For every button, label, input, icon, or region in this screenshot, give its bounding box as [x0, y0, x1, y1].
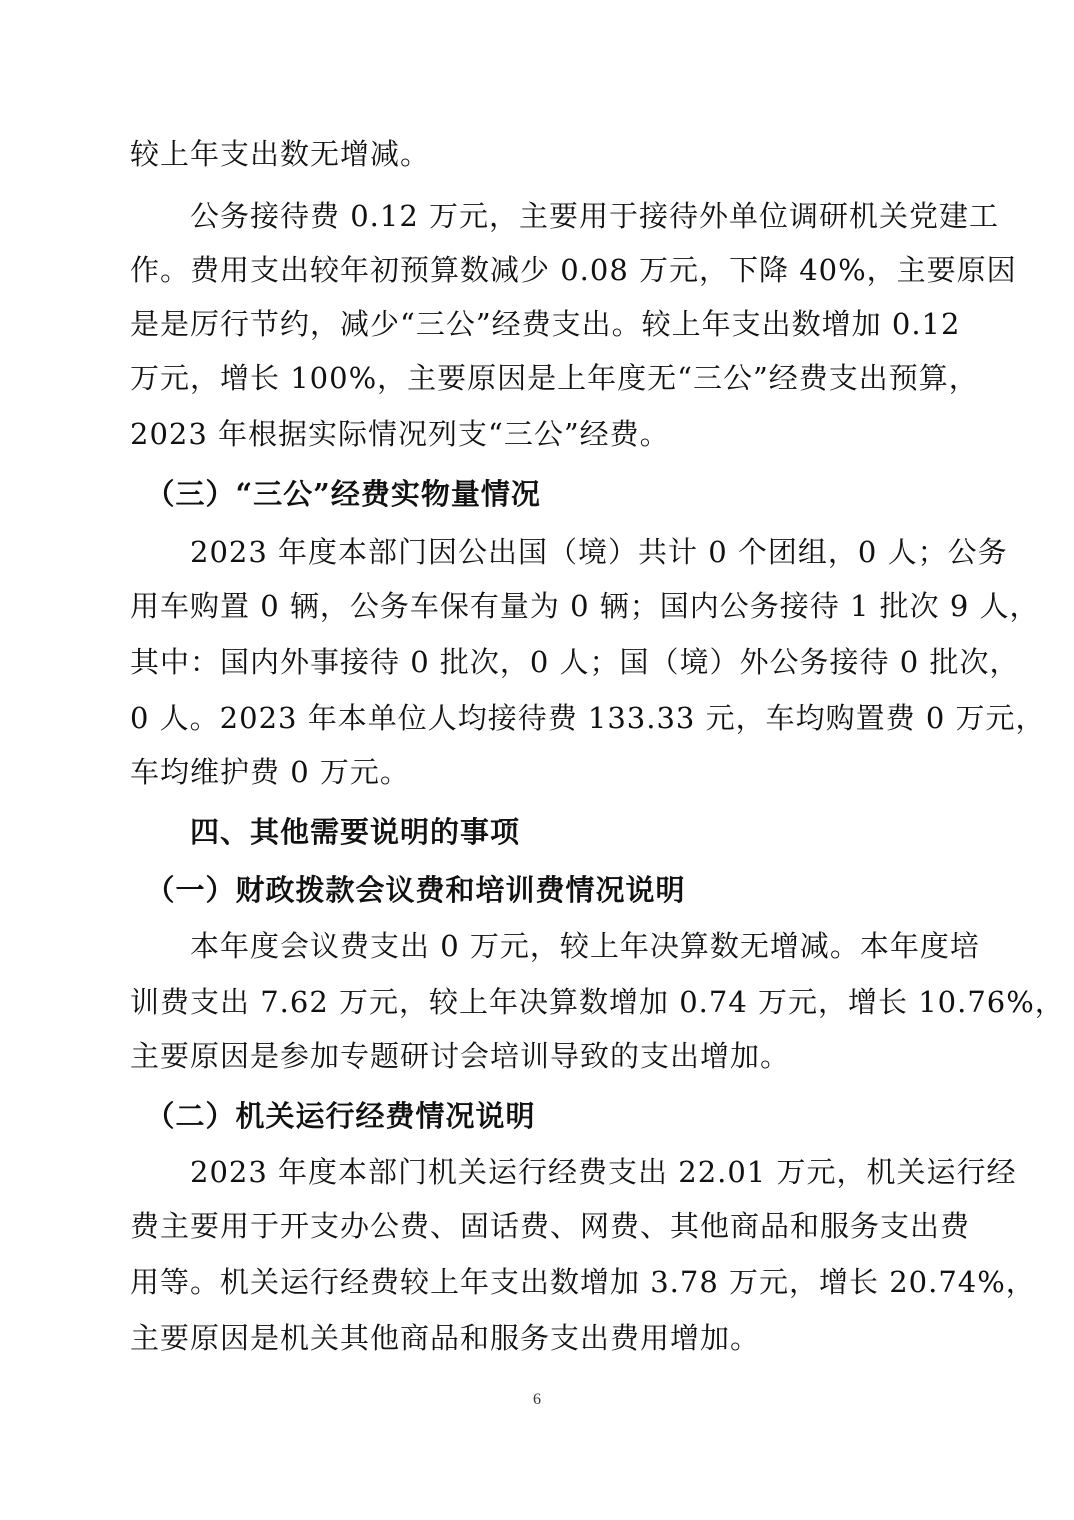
section-heading: 四、其他需要说明的事项 [130, 815, 521, 849]
paragraph-line: 公务接待费 0.12 万元，主要用于接待外单位调研机关党建工 [130, 199, 1000, 233]
section-heading: （二）机关运行经费情况说明 [130, 1099, 536, 1133]
paragraph-line: 2023 年度本部门机关运行经费支出 22.01 万元，机关运行经 [130, 1155, 1017, 1189]
paragraph-line: 训费支出 7.62 万元，较上年决算数增加 0.74 万元，增长 10.76%， [130, 985, 1065, 1019]
paragraph-line: 车均维护费 0 万元。 [130, 755, 410, 789]
page-number: 6 [533, 1391, 541, 1408]
paragraph-line: 作。费用支出较年初预算数减少 0.08 万元，下降 40%，主要原因 [130, 253, 1017, 287]
paragraph-line: 主要原因是参加专题研讨会培训导致的支出增加。 [130, 1039, 791, 1073]
paragraph-line: 2023 年度本部门因公出国（境）共计 0 个团组，0 人；公务 [130, 535, 1008, 569]
paragraph-line: 用车购置 0 辆，公务车保有量为 0 辆；国内公务接待 1 批次 9 人， [130, 589, 1040, 623]
section-heading: （一）财政拨款会议费和培训费情况说明 [130, 873, 686, 907]
paragraph-line: 用等。机关运行经费较上年支出数增加 3.78 万元，增长 20.74%， [130, 1265, 1036, 1299]
paragraph-line: 较上年支出数无增减。 [130, 137, 431, 171]
paragraph-line: 主要原因是机关其他商品和服务支出费用增加。 [130, 1321, 761, 1355]
paragraph-line: 万元，增长 100%，主要原因是上年度无“三公”经费支出预算， [130, 361, 979, 395]
section-heading: （三）“三公”经费实物量情况 [130, 477, 541, 511]
paragraph-line: 2023 年根据实际情况列支“三公”经费。 [130, 417, 670, 451]
paragraph-line: 其中：国内外事接待 0 批次，0 人；国（境）外公务接待 0 批次， [130, 645, 1020, 679]
paragraph-line: 费主要用于开支办公费、固话费、网费、其他商品和服务支出费 [130, 1209, 971, 1243]
paragraph-line: 本年度会议费支出 0 万元，较上年决算数无增减。本年度培 [130, 929, 980, 963]
paragraph-line: 是是厉行节约，减少“三公”经费支出。较上年支出数增加 0.12 [130, 307, 961, 341]
paragraph-line: 0 人。2023 年本单位人均接待费 133.33 元，车均购置费 0 万元， [130, 701, 1046, 735]
